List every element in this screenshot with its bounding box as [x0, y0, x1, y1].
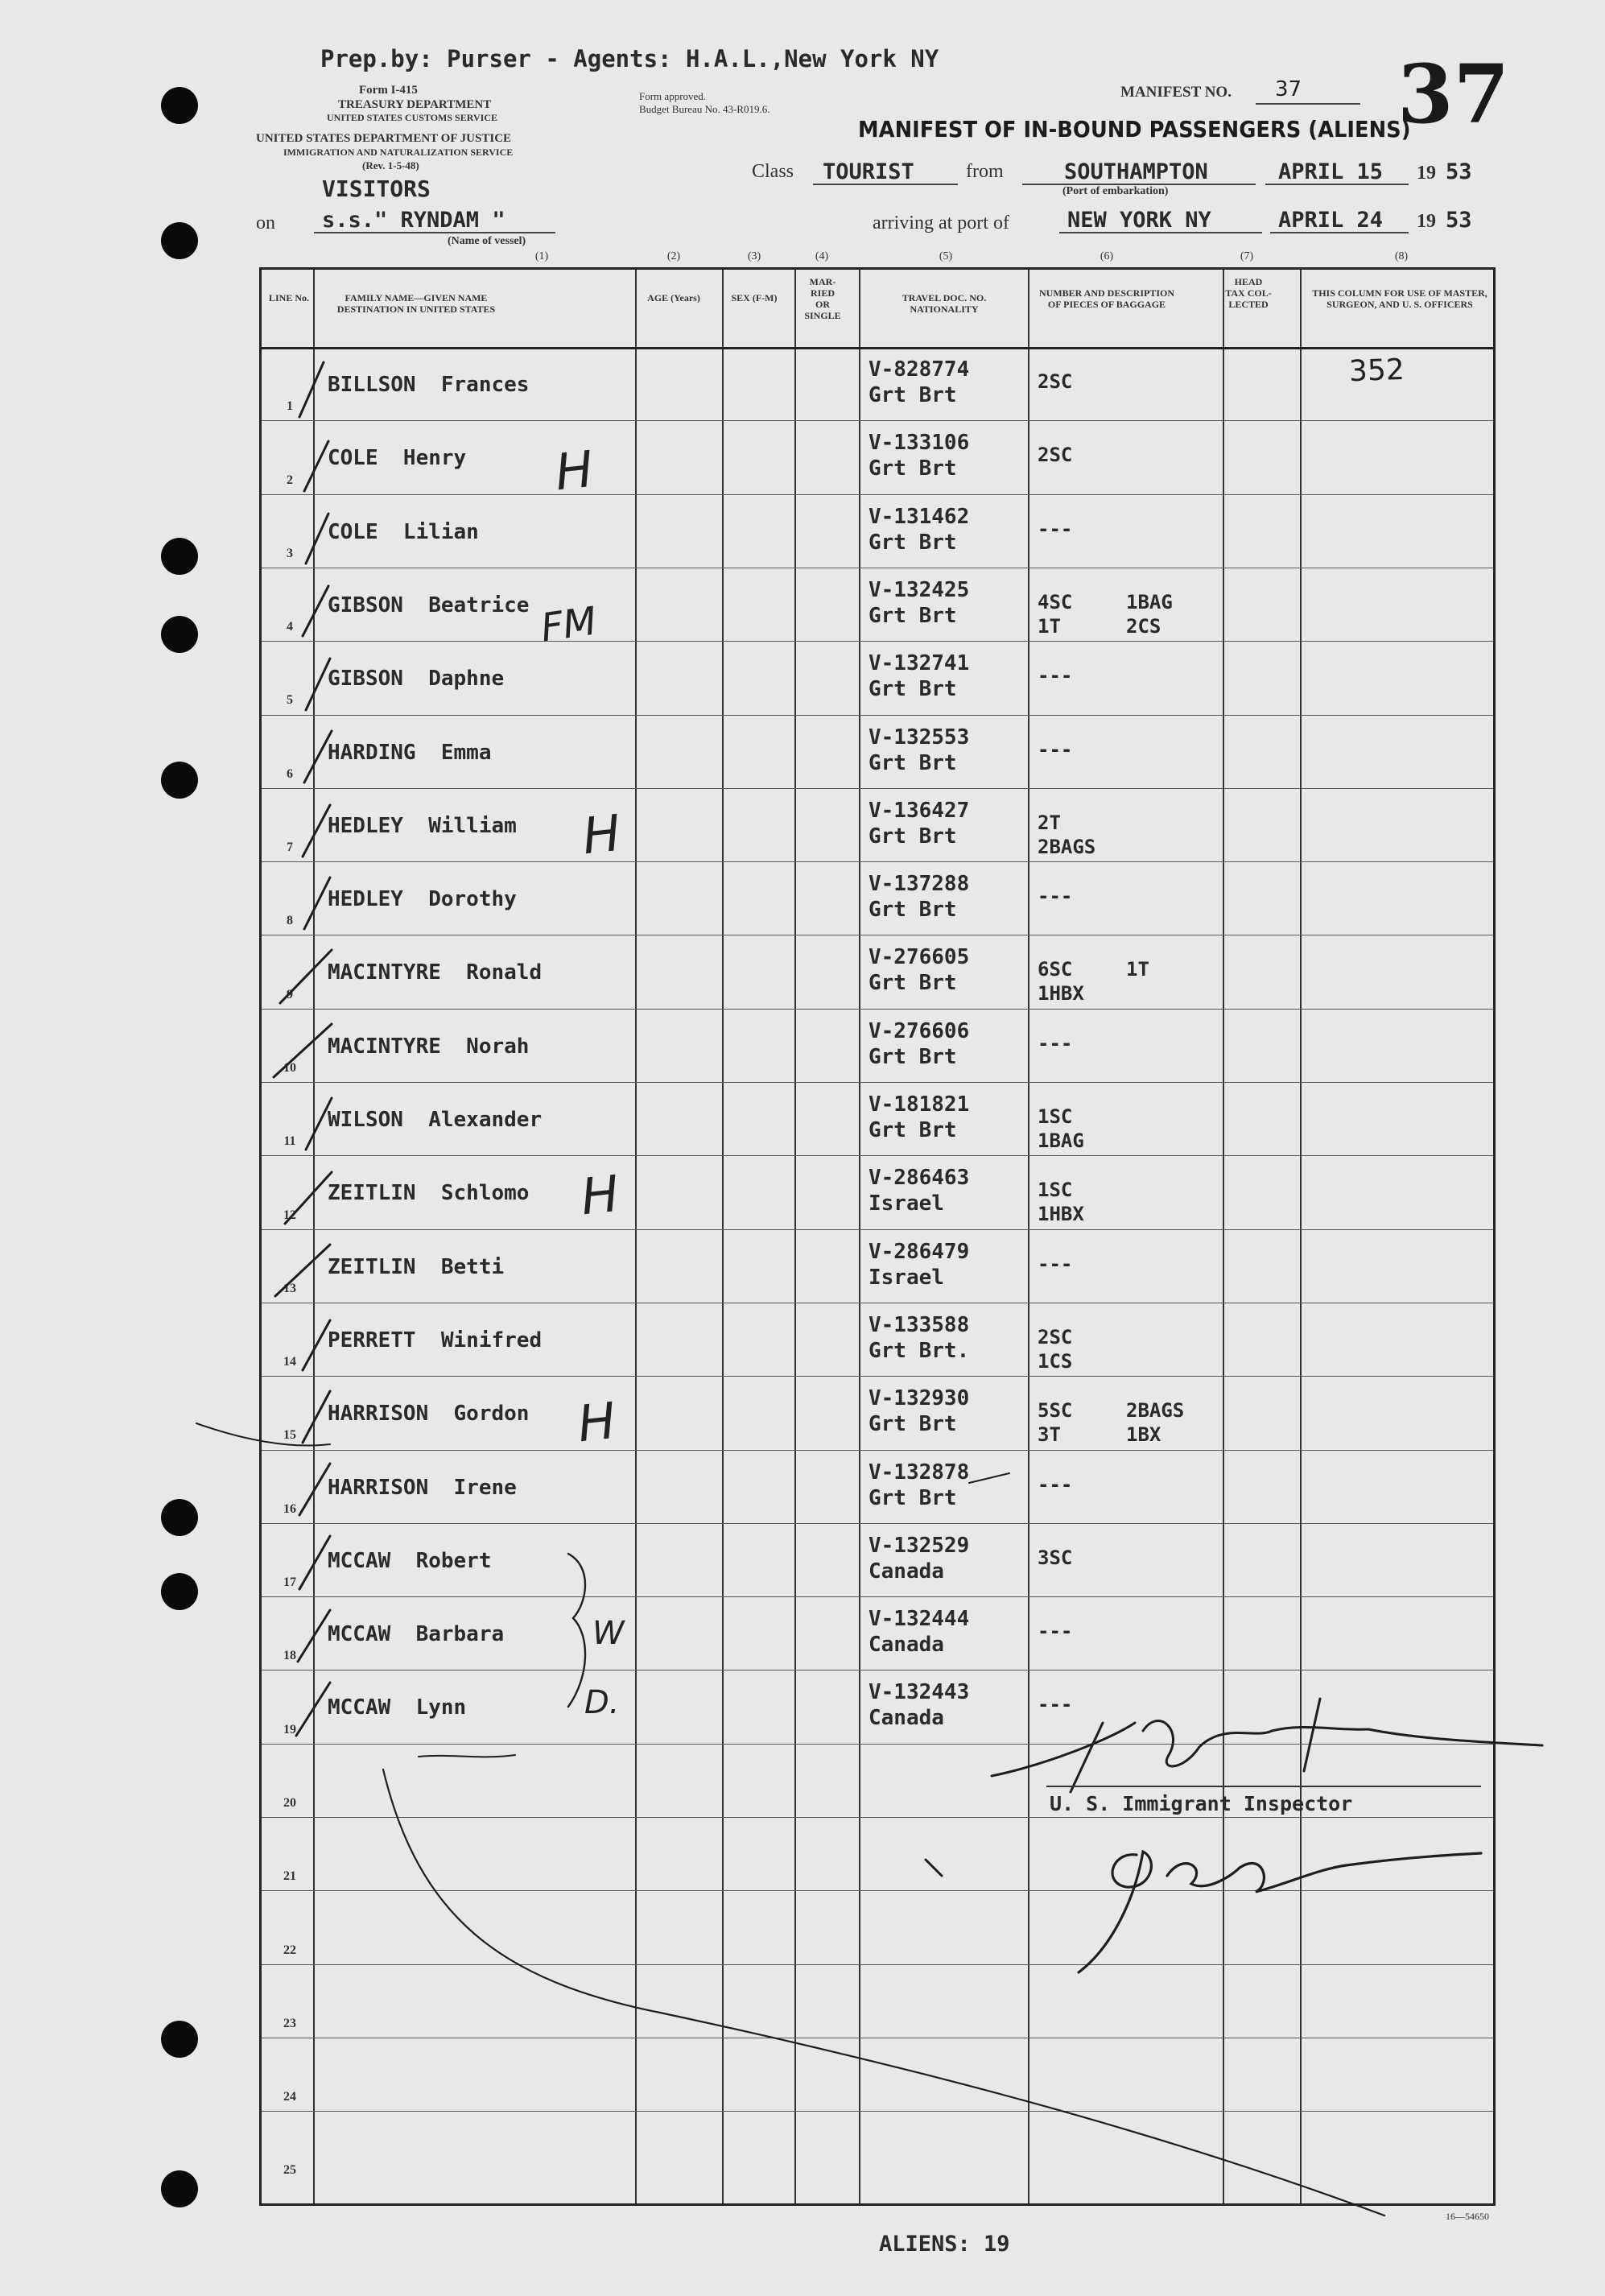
table-row: [262, 347, 1493, 420]
manifest-no-large: 37: [1397, 47, 1510, 142]
column-header-baggage: NUMBER AND DESCRIPTION OF PIECES OF BAGGAGE: [1038, 287, 1175, 310]
travel-doc-number: V-276605: [869, 945, 970, 970]
baggage-cell: [1038, 590, 1072, 638]
passenger-name: HARRISON Irene: [328, 1475, 517, 1500]
baggage-item: 5SC: [1038, 1399, 1073, 1423]
nationality: Israel: [869, 1265, 944, 1290]
table-row: [262, 861, 1493, 935]
justice-label: UNITED STATES DEPARTMENT OF JUSTICE: [256, 132, 512, 145]
line-number: 17: [283, 1575, 296, 1590]
table-row: [262, 1082, 1493, 1155]
baggage-item: ---: [1038, 1620, 1073, 1643]
baggage-item: 2SC: [1038, 370, 1073, 393]
travel-doc-cell: [869, 1385, 969, 1437]
nationality: Grt Brt: [869, 1485, 957, 1510]
embark-year-prefix: 19: [1417, 163, 1436, 184]
passenger-name: MACINTYRE Ronald: [328, 960, 543, 985]
column-number: (2): [666, 250, 681, 262]
passenger-name: PERRETT Winifred: [328, 1328, 543, 1352]
table-row: [262, 715, 1493, 788]
line-number: 15: [283, 1428, 296, 1443]
line-number: 5: [287, 693, 293, 708]
passenger-name: GIBSON Beatrice: [328, 593, 530, 617]
table-row: [262, 420, 1493, 493]
baggage-item: 2BAGS: [1038, 835, 1096, 858]
passenger-name: COLE Lilian: [328, 519, 479, 544]
nationality: Israel: [869, 1191, 944, 1216]
arrival-date-rule: [1270, 232, 1409, 233]
passenger-name: HARDING Emma: [328, 740, 492, 765]
line-number: 23: [283, 2016, 296, 2030]
travel-doc-number: V-132878: [869, 1460, 970, 1485]
travel-doc-cell: [869, 725, 969, 776]
line-number: 3: [287, 546, 293, 560]
nationality: Grt Brt.: [869, 1338, 970, 1363]
baggage-cell: [1038, 1619, 1072, 1643]
travel-doc-number: V-132553: [869, 725, 970, 750]
table-row: [262, 568, 1493, 641]
manifest-title: MANIFEST OF IN-BOUND PASSENGERS (ALIENS): [858, 116, 1411, 142]
ins-label: IMMIGRATION AND NATURALIZATION SERVICE: [283, 147, 514, 158]
baggage-item: 1HBX: [1038, 1203, 1084, 1226]
line-number: 24: [283, 2090, 296, 2104]
revision-label: (Rev. 1-5-48): [362, 159, 419, 171]
nationality: Grt Brt: [869, 677, 957, 702]
travel-doc-cell: [869, 1460, 969, 1511]
column-header-head-tax: HEAD TAX COL- LECTED: [1225, 276, 1272, 310]
baggage-item: ---: [1038, 1693, 1073, 1716]
punch-hole: [161, 538, 198, 575]
row-rule: [262, 1009, 1493, 1010]
column-header-travel-doc: TRAVEL DOC. NO. NATIONALITY: [902, 292, 987, 315]
table-row: [262, 1376, 1493, 1449]
nationality: Grt Brt: [869, 971, 957, 996]
table-row: [262, 494, 1493, 568]
line-number: 6: [287, 766, 293, 781]
baggage-item: ---: [1038, 737, 1073, 761]
line-number: 4: [287, 620, 293, 634]
row-rule: [262, 2111, 1493, 2112]
row-rule: [262, 1523, 1493, 1524]
baggage-item: 1CS: [1038, 1349, 1073, 1373]
punch-hole: [161, 2170, 198, 2207]
row-rule: [262, 1964, 1493, 1965]
travel-doc-number: V-132741: [869, 651, 970, 676]
punch-hole: [161, 222, 198, 259]
nationality: Grt Brt: [869, 383, 957, 407]
line-number: 19: [283, 1722, 296, 1736]
passenger-table: [259, 250, 1496, 2206]
row-rule: [262, 494, 1493, 495]
column-number: (8): [1394, 250, 1409, 262]
embark-date-rule: [1265, 184, 1409, 185]
nationality: Canada: [869, 1633, 944, 1658]
travel-doc-number: V-286463: [869, 1166, 970, 1191]
nationality: Grt Brt: [869, 750, 957, 775]
nationality: Canada: [869, 1559, 944, 1584]
handwritten-mark: D.: [584, 1684, 620, 1721]
nationality: Grt Brt: [869, 898, 957, 923]
baggage-item: 3SC: [1038, 1546, 1073, 1569]
baggage-cell: [1038, 737, 1072, 762]
row-rule: [262, 1229, 1493, 1230]
table-row: [262, 1450, 1493, 1523]
table-row: [262, 1009, 1493, 1082]
row-rule: [262, 1082, 1493, 1083]
row-rule: [262, 861, 1493, 862]
travel-doc-cell: [869, 798, 969, 849]
table-row: [262, 641, 1493, 714]
handwritten-mark: FM: [538, 598, 600, 651]
class-label: Class: [752, 161, 794, 182]
travel-doc-number: V-131462: [869, 504, 970, 529]
baggage-cell: [1038, 1398, 1072, 1447]
baggage-item: ---: [1038, 517, 1073, 540]
port-embarkation: SOUTHAMPTON: [1064, 159, 1208, 184]
baggage-cell: [1038, 884, 1072, 908]
travel-doc-number: V-137288: [869, 872, 970, 897]
passenger-name: MCCAW Barbara: [328, 1622, 505, 1647]
table-row: [262, 1670, 1493, 1743]
punch-hole: [161, 87, 198, 124]
passenger-name: MACINTYRE Norah: [328, 1034, 530, 1059]
line-number: 18: [283, 1649, 296, 1663]
baggage-item: 2BAGS: [1126, 1399, 1185, 1423]
passenger-name: COLE Henry: [328, 446, 467, 471]
travel-doc-number: V-286479: [869, 1239, 970, 1264]
travel-doc-cell: [869, 650, 969, 702]
table-row: [262, 1155, 1493, 1229]
baggage-cell: [1038, 370, 1072, 394]
column-header-married: MAR- RIED OR SINGLE: [804, 276, 841, 321]
column-header-name: FAMILY NAME—GIVEN NAME DESTINATION IN UNITED STATES: [336, 292, 496, 315]
travel-doc-cell: [869, 944, 969, 996]
travel-doc-cell: [869, 504, 969, 555]
line-number: 20: [283, 1795, 296, 1810]
baggage-item: 1HBX: [1038, 982, 1084, 1006]
travel-doc-number: V-181821: [869, 1092, 970, 1117]
baggage-item: 1T: [1126, 958, 1149, 981]
nationality: Canada: [869, 1706, 944, 1731]
baggage-item: 2T: [1038, 811, 1061, 834]
baggage-item: 1BX: [1126, 1423, 1161, 1447]
treasury-label: TREASURY DEPARTMENT: [338, 98, 492, 111]
baggage-item: 2CS: [1126, 614, 1161, 638]
nationality: Grt Brt: [869, 1044, 957, 1069]
row-rule: [262, 420, 1493, 421]
line-number: 14: [283, 1355, 296, 1369]
prep-line: Prep.by: Purser - Agents: H.A.L.,New York NY: [320, 45, 939, 72]
travel-doc-cell: [869, 871, 969, 923]
passenger-name: BILLSON Frances: [328, 373, 530, 397]
line-number: 8: [287, 914, 293, 928]
travel-doc-number: V-132443: [869, 1680, 970, 1705]
travel-doc-cell: [869, 430, 969, 481]
baggage-item: 4SC: [1038, 590, 1073, 613]
baggage-item: ---: [1038, 1472, 1073, 1496]
passenger-name: GIBSON Daphne: [328, 667, 505, 692]
nationality: Grt Brt: [869, 824, 957, 849]
line-number: 1: [287, 399, 293, 414]
line-number: 22: [283, 1943, 296, 1957]
handwritten-mark: H: [552, 439, 596, 502]
travel-doc-number: V-828774: [869, 357, 970, 382]
arrival-port-rule: [1059, 232, 1262, 233]
baggage-item: 1T: [1038, 614, 1061, 638]
baggage-item: ---: [1038, 1252, 1073, 1275]
line-number: 21: [283, 1869, 296, 1884]
baggage-cell: [1038, 443, 1072, 467]
line-number: 16: [283, 1501, 296, 1516]
line-number: 11: [283, 1134, 296, 1149]
table-row: [262, 935, 1493, 1008]
embark-date: APRIL 15: [1278, 159, 1384, 184]
table-row: [262, 788, 1493, 861]
table-row: [262, 1303, 1493, 1376]
line-number: 12: [283, 1208, 296, 1222]
form-number: Form I-415: [359, 84, 418, 97]
baggage-item: 2SC: [1038, 444, 1073, 467]
line-number: 25: [283, 2163, 296, 2178]
travel-doc-number: V-133106: [869, 431, 970, 456]
baggage-cell: [1038, 1178, 1084, 1226]
nationality: Grt Brt: [869, 603, 957, 628]
line-number: 2: [287, 473, 293, 487]
column-header-officers: THIS COLUMN FOR USE OF MASTER, SURGEON, AND U. S. OFFICERS: [1312, 287, 1487, 310]
row-rule: [262, 1376, 1493, 1377]
handwritten-mark: H: [575, 1390, 619, 1454]
column-number: (6): [1100, 250, 1114, 262]
nationality: Grt Brt: [869, 456, 957, 481]
line-number: 9: [287, 987, 293, 1001]
row-rule: [262, 1890, 1493, 1891]
travel-doc-cell: [869, 1606, 969, 1658]
column-number: (1): [534, 250, 549, 262]
line-number: 7: [287, 840, 293, 855]
embark-year: 53: [1446, 159, 1472, 184]
inspector-label: U. S. Immigrant Inspector: [1050, 1792, 1353, 1815]
travel-doc-cell: [869, 1092, 969, 1143]
baggage-item: 2SC: [1038, 1325, 1073, 1348]
baggage-item: 1SC: [1038, 1105, 1073, 1128]
punch-hole: [161, 1573, 198, 1610]
travel-doc-cell: [869, 1165, 969, 1216]
arrival-port: NEW YORK NY: [1067, 208, 1211, 233]
travel-doc-number: V-132444: [869, 1607, 970, 1632]
baggage-cell: [1038, 1472, 1072, 1497]
table-row: [262, 1523, 1493, 1596]
arrival-year-prefix: 19: [1417, 211, 1436, 232]
travel-doc-cell: [869, 1533, 969, 1584]
baggage-cell: [1038, 1546, 1072, 1570]
aliens-count: ALIENS: 19: [879, 2232, 1010, 2257]
handwritten-mark: H: [578, 1163, 622, 1227]
arrival-date: APRIL 24: [1278, 208, 1384, 233]
baggage-item: 3T: [1038, 1423, 1061, 1447]
customs-label: UNITED STATES CUSTOMS SERVICE: [327, 112, 497, 123]
baggage-cell: [1038, 517, 1072, 541]
passenger-name: WILSON Alexander: [328, 1108, 543, 1132]
nationality: Grt Brt: [869, 1412, 957, 1437]
punch-hole: [161, 1499, 198, 1536]
form-approved: Form approved.: [639, 90, 707, 102]
baggage-cell: [1126, 1398, 1184, 1447]
passenger-name: MCCAW Robert: [328, 1548, 492, 1573]
row-rule: [262, 1817, 1493, 1818]
row-rule: [262, 1450, 1493, 1451]
from-label: from: [966, 161, 1004, 182]
on-label: on: [256, 213, 275, 233]
nationality: Grt Brt: [869, 530, 957, 555]
baggage-cell: [1038, 1252, 1072, 1276]
budget-bureau: Budget Bureau No. 43-R019.6.: [639, 103, 770, 115]
manifest-no-label: MANIFEST NO.: [1120, 84, 1232, 101]
punch-hole: [161, 616, 198, 653]
baggage-item: ---: [1038, 664, 1073, 688]
column-number: (7): [1240, 250, 1254, 262]
col8-note: 352: [1348, 353, 1405, 389]
travel-doc-cell: [869, 1312, 969, 1364]
vessel-name: s.s." RYNDAM ": [322, 208, 505, 233]
travel-doc-cell: [869, 1018, 969, 1070]
baggage-item: 1BAG: [1126, 590, 1173, 613]
baggage-cell: [1038, 811, 1095, 859]
travel-doc-number: V-132425: [869, 577, 970, 602]
visitors-label: VISITORS: [322, 176, 431, 202]
baggage-cell: [1038, 1105, 1084, 1153]
table-row: [262, 1890, 1493, 1964]
baggage-cell: [1038, 663, 1072, 688]
travel-doc-cell: [869, 357, 969, 408]
column-number: (5): [939, 250, 953, 262]
table-row: [262, 1596, 1493, 1670]
travel-doc-cell: [869, 577, 969, 629]
manifest-no-rule: [1256, 103, 1360, 105]
baggage-cell: [1038, 1031, 1072, 1055]
travel-doc-cell: [869, 1679, 969, 1731]
table-row: [262, 1229, 1493, 1303]
passenger-name: ZEITLIN Schlomo: [328, 1181, 530, 1206]
travel-doc-cell: [869, 1239, 969, 1290]
baggage-cell: [1126, 590, 1173, 638]
travel-doc-number: V-133588: [869, 1312, 970, 1337]
row-rule: [262, 715, 1493, 716]
passenger-name: HARRISON Gordon: [328, 1402, 530, 1427]
column-header-age: AGE (Years): [647, 292, 700, 304]
travel-doc-number: V-276606: [869, 1018, 970, 1043]
arrival-year: 53: [1446, 208, 1472, 233]
passenger-name: ZEITLIN Betti: [328, 1254, 505, 1279]
table-row: [262, 2038, 1493, 2111]
baggage-item: ---: [1038, 1031, 1073, 1055]
nationality: Grt Brt: [869, 1118, 957, 1142]
column-header-sex: SEX (F-M): [731, 292, 778, 304]
port-embarkation-caption: (Port of embarkation): [1062, 185, 1169, 197]
baggage-cell: [1038, 957, 1084, 1006]
handwritten-mark: H: [580, 803, 624, 866]
baggage-item: ---: [1038, 885, 1073, 908]
row-rule: [262, 641, 1493, 642]
inspector-signature-rule: [1046, 1786, 1481, 1787]
baggage-item: 1SC: [1038, 1179, 1073, 1202]
passenger-name: HEDLEY William: [328, 813, 517, 838]
line-number: 13: [283, 1281, 296, 1295]
table-row: [262, 1964, 1493, 2038]
travel-doc-number: V-132529: [869, 1533, 970, 1558]
row-rule: [262, 788, 1493, 789]
vessel-caption: (Name of vessel): [448, 235, 526, 247]
column-header-line-no: LINE No.: [268, 292, 309, 304]
baggage-cell: [1038, 1692, 1072, 1716]
class-rule: [813, 184, 958, 185]
manifest-no-value: 37: [1275, 77, 1302, 101]
table-row: [262, 2111, 1493, 2184]
column-number: (4): [815, 250, 829, 262]
print-code: 16—54650: [1446, 2211, 1489, 2222]
row-rule: [262, 1155, 1493, 1156]
row-rule: [262, 1744, 1493, 1745]
travel-doc-number: V-136427: [869, 798, 970, 823]
row-rule: [262, 1596, 1493, 1597]
baggage-item: 1BAG: [1038, 1129, 1084, 1152]
travel-doc-number: V-132930: [869, 1386, 970, 1411]
handwritten-mark: W: [592, 1615, 625, 1652]
table-row: [262, 1817, 1493, 1890]
punch-hole: [161, 762, 198, 799]
vessel-rule: [314, 232, 555, 233]
baggage-item: 6SC: [1038, 958, 1073, 981]
class-value: TOURIST: [823, 159, 914, 184]
baggage-cell: [1126, 957, 1149, 981]
arriving-label: arriving at port of: [873, 213, 1009, 233]
line-number: 10: [283, 1060, 296, 1075]
column-number: (3): [747, 250, 761, 262]
passenger-name: HEDLEY Dorothy: [328, 887, 517, 912]
passenger-name: MCCAW Lynn: [328, 1695, 467, 1720]
baggage-cell: [1038, 1325, 1072, 1373]
punch-hole: [161, 2021, 198, 2058]
